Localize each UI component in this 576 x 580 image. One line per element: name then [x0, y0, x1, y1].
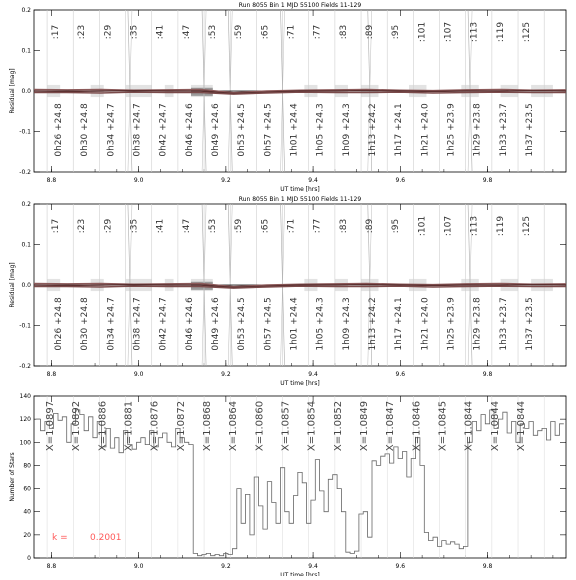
field-label: :77: [312, 218, 323, 234]
field-label: :59: [234, 24, 245, 40]
x-tick-label: 9.8: [482, 371, 493, 378]
x-tick-label: 9.4: [308, 177, 318, 184]
y-tick-label: 120: [19, 416, 31, 424]
field-label: :95: [391, 24, 402, 40]
field-label: :113: [469, 21, 480, 43]
x-tick-label: 8.8: [46, 563, 57, 570]
y-tick-label: 0.2: [21, 201, 31, 208]
field-label: :65: [260, 24, 271, 40]
x-tick-label: 9.4: [308, 563, 318, 570]
field-coord-label: 0h53 +24.5: [237, 297, 248, 351]
y-tick-label: 0.1: [21, 241, 31, 249]
y-tick-label: 60: [23, 485, 31, 493]
x-tick-label: 9.4: [308, 371, 318, 378]
field-label: :41: [155, 218, 166, 234]
airmass-label: X=1.0852: [332, 400, 344, 452]
y-tick-label: -0.2: [19, 169, 31, 176]
field-coord-label: 1h13 +24.2: [367, 103, 378, 157]
x-tick-label: 9.6: [395, 177, 406, 184]
field-label: :59: [234, 218, 245, 234]
x-tick-label: 9.2: [221, 371, 231, 378]
field-label: :47: [181, 218, 192, 234]
airmass-label: X=1.0849: [359, 400, 371, 452]
field-coord-label: 0h49 +24.6: [210, 297, 221, 351]
y-tick-label: 0.2: [21, 7, 31, 14]
field-label: :95: [391, 218, 402, 234]
field-coord-label: 1h21 +24.0: [420, 103, 431, 157]
field-label: :17: [50, 24, 61, 40]
chart-title: Run 8055 Bin 1 MJD 55100 Fields 11-129: [238, 2, 362, 9]
x-tick-label: 9.0: [133, 177, 144, 184]
field-coord-label: 0h26 +24.8: [53, 297, 64, 351]
field-label: :65: [260, 218, 271, 234]
panel-3: [9, 393, 566, 576]
y-tick-label: 80: [23, 462, 31, 470]
field-label: :17: [50, 218, 61, 234]
y-tick-label: 40: [23, 508, 31, 516]
k-label: k =: [52, 533, 68, 543]
airmass-label: X=1.0881: [123, 400, 135, 452]
x-tick-label: 9.0: [133, 563, 144, 570]
field-label: :119: [495, 21, 506, 43]
field-label: :89: [364, 218, 375, 234]
y-tick-label: 0.0: [21, 282, 31, 289]
field-label: :113: [469, 215, 480, 237]
airmass-label: X=1.0845: [437, 400, 449, 452]
field-coord-label: 0h38 +24.7: [132, 297, 143, 351]
field-label: :35: [129, 218, 140, 234]
chart-title: Run 8055 Bin 1 MJD 55100 Fields 11-129: [238, 196, 362, 203]
field-coord-label: 1h21 +24.0: [420, 297, 431, 351]
airmass-label: X=1.0854: [306, 400, 318, 452]
field-coord-label: 0h42 +24.7: [158, 297, 169, 351]
field-label: :77: [312, 24, 323, 40]
panel-2: [9, 196, 566, 387]
field-coord-label: 0h34 +24.7: [106, 103, 117, 157]
field-coord-label: 1h05 +24.3: [315, 103, 326, 157]
field-coord-label: 0h49 +24.6: [210, 103, 221, 157]
x-tick-label: 9.2: [221, 177, 231, 184]
k-value: 0.2001: [90, 533, 122, 543]
y-tick-label: 0: [27, 555, 31, 562]
field-label: :35: [129, 24, 140, 40]
field-label: :101: [417, 21, 428, 43]
x-tick-label: 9.8: [482, 177, 493, 184]
field-coord-label: 0h30 +24.8: [80, 297, 91, 351]
field-coord-label: 1h25 +23.9: [446, 103, 457, 157]
residual-series-line: [34, 286, 566, 288]
field-coord-label: 1h25 +23.9: [446, 297, 457, 351]
y-tick-label: -0.1: [19, 128, 31, 136]
field-label: :125: [521, 21, 532, 43]
y-tick-label: -0.2: [19, 363, 31, 370]
y-tick-label: 20: [23, 531, 31, 539]
field-coord-label: 0h38 +24.7: [132, 103, 143, 157]
airmass-label: X=1.0876: [149, 400, 161, 452]
field-label: :23: [77, 218, 88, 234]
panel-1: [9, 2, 566, 193]
field-label: :53: [207, 218, 218, 234]
field-label: :29: [103, 24, 114, 40]
airmass-label: X=1.0868: [202, 400, 214, 452]
y-tick-label: -0.1: [19, 322, 31, 330]
field-label: :71: [286, 218, 297, 234]
airmass-label: X=1.0892: [71, 400, 83, 452]
field-label: :107: [443, 215, 454, 237]
field-coord-label: 0h46 +24.6: [184, 297, 195, 351]
field-label: :23: [77, 24, 88, 40]
airmass-label: X=1.0847: [385, 400, 397, 452]
x-tick-label: 9.2: [221, 563, 231, 570]
field-label: :71: [286, 24, 297, 40]
field-coord-label: 1h05 +24.3: [315, 297, 326, 351]
airmass-label: X=1.0844: [516, 400, 528, 452]
field-coord-label: 0h57 +24.5: [263, 297, 274, 351]
field-label: :119: [495, 215, 506, 237]
y-axis-label: Residual [mag]: [9, 262, 16, 308]
field-coord-label: 0h30 +24.8: [80, 103, 91, 157]
airmass-label: X=1.0872: [175, 400, 187, 452]
field-coord-label: 1h13 +24.2: [367, 297, 378, 351]
x-axis-label: UT time [hrs]: [280, 380, 320, 387]
field-coord-label: 0h34 +24.7: [106, 297, 117, 351]
y-tick-label: 100: [19, 439, 31, 447]
airmass-label: X=1.0864: [228, 400, 240, 452]
field-coord-label: 1h37 +23.5: [524, 103, 535, 157]
field-label: :83: [338, 218, 349, 234]
field-coord-label: 1h33 +23.7: [498, 103, 509, 157]
y-tick-label: 140: [19, 393, 31, 400]
x-axis-label: UT time [hrs]: [280, 572, 320, 576]
field-coord-label: 1h09 +24.3: [341, 103, 352, 157]
field-label: :89: [364, 24, 375, 40]
x-tick-label: 9.6: [395, 563, 406, 570]
field-label: :83: [338, 24, 349, 40]
field-coord-label: 1h29 +23.8: [472, 103, 483, 157]
field-coord-label: 0h26 +24.8: [53, 103, 64, 157]
field-coord-label: 1h33 +23.7: [498, 297, 509, 351]
field-coord-label: 0h53 +24.5: [237, 103, 248, 157]
field-coord-label: 1h17 +24.1: [394, 297, 405, 351]
field-label: :107: [443, 21, 454, 43]
airmass-label: X=1.0897: [45, 400, 57, 452]
field-coord-label: 1h29 +23.8: [472, 297, 483, 351]
field-label: :53: [207, 24, 218, 40]
x-tick-label: 9.8: [482, 563, 493, 570]
x-axis-label: UT time [hrs]: [280, 186, 320, 193]
y-tick-label: 0.1: [21, 47, 31, 55]
x-tick-label: 8.8: [46, 177, 57, 184]
field-coord-label: 1h09 +24.3: [341, 297, 352, 351]
x-tick-label: 9.0: [133, 371, 144, 378]
y-axis-label: Number of Stars: [9, 452, 16, 502]
airmass-label: X=1.0886: [97, 400, 109, 452]
field-label: :101: [417, 215, 428, 237]
airmass-label: X=1.0846: [411, 400, 423, 452]
field-label: :47: [181, 24, 192, 40]
field-label: :29: [103, 218, 114, 234]
airmass-label: X=1.0844: [463, 400, 475, 452]
field-coord-label: 1h01 +24.4: [289, 297, 300, 351]
airmass-label: X=1.0857: [280, 400, 292, 452]
airmass-label: X=1.0860: [254, 400, 266, 452]
field-coord-label: 0h42 +24.7: [158, 103, 169, 157]
airmass-label: X=1.0844: [489, 400, 501, 452]
field-label: :125: [521, 215, 532, 237]
field-label: :41: [155, 24, 166, 40]
y-tick-label: 0.0: [21, 88, 31, 95]
y-axis-label: Residual [mag]: [9, 68, 16, 114]
field-coord-label: 1h17 +24.1: [394, 103, 405, 157]
x-tick-label: 8.8: [46, 371, 57, 378]
field-coord-label: 1h01 +24.4: [289, 103, 300, 157]
field-coord-label: 0h57 +24.5: [263, 103, 274, 157]
x-tick-label: 9.6: [395, 371, 406, 378]
field-coord-label: 1h37 +23.5: [524, 297, 535, 351]
field-coord-label: 0h46 +24.6: [184, 103, 195, 157]
residual-series-line: [34, 92, 566, 94]
